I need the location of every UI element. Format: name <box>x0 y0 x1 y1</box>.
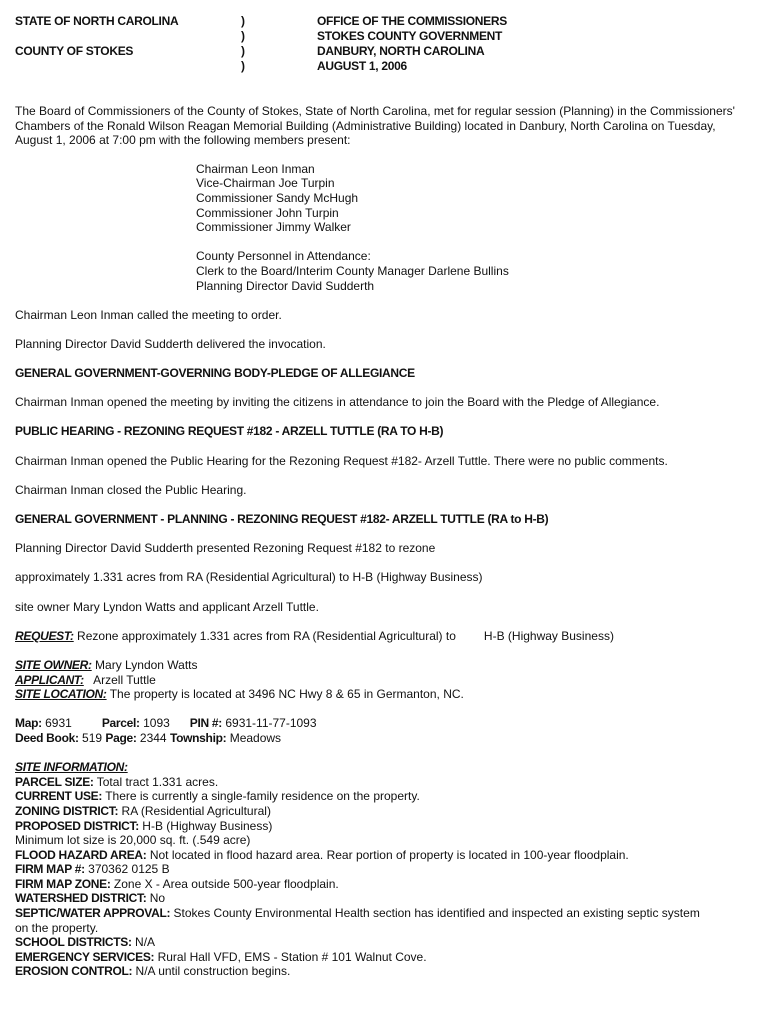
call-to-order: Chairman Leon Inman called the meeting to order. <box>15 307 282 322</box>
info-value: No <box>146 891 166 906</box>
caption-paren: ) <box>241 44 245 58</box>
intro-paragraph: The Board of Commissioners of the County of Stokes, State of North Carolina, met for regular session (Planning) in the Commissioners' Chambers of the Ronald Wilson Reagan Memorial Building (Administrative Building) located in Danbury, North Carolina on Tuesday, August 1, 2006 at 7:00 pm with the following members present: <box>15 104 735 148</box>
location-line: DANBURY, NORTH CAROLINA <box>317 44 485 58</box>
presentation-line: approximately 1.331 acres from RA (Residential Agricultural) to H-B (Highway Business) <box>15 570 483 585</box>
parcel-value: 1093 <box>139 716 170 731</box>
page-label: Page: <box>105 730 137 745</box>
personnel-heading: County Personnel in Attendance: <box>196 249 371 264</box>
info-label: PROPOSED DISTRICT: <box>15 818 139 833</box>
request-target: H-B (Highway Business) <box>483 628 614 643</box>
info-label: FIRM MAP ZONE: <box>15 876 111 891</box>
map-label: Map: <box>15 716 42 731</box>
presentation-line: site owner Mary Lyndon Watts and applicant Arzell Tuttle. <box>15 599 319 614</box>
township-value: Meadows <box>226 730 282 745</box>
info-value: Zone X - Area outside 500-year floodplain. <box>110 876 339 891</box>
site-owner-label: SITE OWNER: <box>15 657 92 672</box>
info-row <box>15 819 755 834</box>
info-row <box>15 862 755 877</box>
site-location-label: SITE LOCATION: <box>15 687 107 702</box>
member-name: Vice-Chairman Joe Turpin <box>196 176 335 191</box>
info-label: WATERSHED DISTRICT: <box>15 891 147 906</box>
document-caption <box>15 14 755 78</box>
attendance-block <box>196 162 755 293</box>
info-value: Rural Hall VFD, EMS - Station # 101 Walnut Cove. <box>154 949 427 964</box>
applicant-value: Arzell Tuttle <box>83 672 156 687</box>
government-line: STOKES COUNTY GOVERNMENT <box>317 29 503 43</box>
info-label: CURRENT USE: <box>15 789 103 804</box>
site-owner-line <box>15 658 755 673</box>
site-information-heading: SITE INFORMATION: <box>15 760 128 775</box>
request-line <box>15 629 755 644</box>
deed-line <box>15 731 755 746</box>
personnel-name: Clerk to the Board/Interim County Manager Darlene Bullins <box>196 263 509 278</box>
section-heading-pledge: GENERAL GOVERNMENT-GOVERNING BODY-PLEDGE OF ALLEGIANCE <box>15 366 415 381</box>
member-name: Commissioner Sandy McHugh <box>196 190 359 205</box>
applicant-label: APPLICANT: <box>15 672 84 687</box>
pin-label: PIN #: <box>189 716 223 731</box>
member-name: Commissioner John Turpin <box>196 205 339 220</box>
info-value: Stokes County Environmental Health section has identified and inspected an existing septic system <box>170 906 700 921</box>
info-value: 370362 0125 B <box>84 862 170 877</box>
deed-value: 519 <box>78 730 106 745</box>
office-line: OFFICE OF THE COMMISSIONERS <box>317 14 507 28</box>
info-label: EMERGENCY SERVICES: <box>15 949 155 964</box>
info-row <box>15 789 755 804</box>
page-value: 2344 <box>136 730 170 745</box>
info-value: Total tract 1.331 acres. <box>93 774 219 789</box>
deed-label: Deed Book: <box>15 730 79 745</box>
county-line: COUNTY OF STOKES <box>15 44 134 58</box>
section-heading-planning: GENERAL GOVERNMENT - PLANNING - REZONING REQUEST #182- ARZELL TUTTLE (RA to H-B) <box>15 512 549 527</box>
applicant-line <box>15 673 755 688</box>
info-value: Not located in flood hazard area. Rear portion of property is located in 100-year floodplain. <box>146 847 629 862</box>
site-location-value: The property is located at 3496 NC Hwy 8 & 65 in Germanton, NC. <box>106 687 464 702</box>
info-label: EROSION CONTROL: <box>15 964 133 979</box>
date-line: AUGUST 1, 2006 <box>317 59 407 73</box>
info-label: PARCEL SIZE: <box>15 774 94 789</box>
info-row <box>15 950 755 965</box>
info-row <box>15 964 755 979</box>
info-row: Minimum lot size is 20,000 sq. ft. (.549 acre) <box>15 833 251 848</box>
info-value: RA (Residential Agricultural) <box>118 803 271 818</box>
member-name: Commissioner Jimmy Walker <box>196 220 351 235</box>
presentation-line: Planning Director David Sudderth presented Rezoning Request #182 to rezone <box>15 541 436 556</box>
site-owner-value: Mary Lyndon Watts <box>91 657 198 672</box>
info-row <box>15 804 755 819</box>
caption-paren: ) <box>241 29 245 43</box>
site-block <box>15 658 755 702</box>
township-label: Township: <box>169 730 227 745</box>
personnel-name: Planning Director David Sudderth <box>196 278 375 293</box>
caption-paren: ) <box>241 59 245 73</box>
info-value: There is currently a single-family residence on the property. <box>102 789 420 804</box>
pledge-paragraph: Chairman Inman opened the meeting by inviting the citizens in attendance to join the Board with the Pledge of Allegiance. <box>15 395 660 410</box>
info-row <box>15 775 755 790</box>
invocation: Planning Director David Sudderth delivered the invocation. <box>15 336 326 351</box>
site-location-line <box>15 687 755 702</box>
hearing-open: Chairman Inman opened the Public Hearing for the Rezoning Request #182- Arzell Tuttle. There were no public comments. <box>15 453 668 468</box>
section-heading-hearing: PUBLIC HEARING - REZONING REQUEST #182 - ARZELL TUTTLE (RA TO H-B) <box>15 424 444 439</box>
pin-value: 6931-11-77-1093 <box>222 716 317 731</box>
member-name: Chairman Leon Inman <box>196 161 315 176</box>
request-text: Rezone approximately 1.331 acres from RA (Residential Agricultural) to <box>73 628 456 643</box>
info-row <box>15 877 755 892</box>
request-label: REQUEST: <box>15 628 74 643</box>
info-value: N/A until construction begins. <box>132 964 291 979</box>
map-value: 6931 <box>41 716 72 731</box>
info-label: ZONING DISTRICT: <box>15 803 119 818</box>
info-value: H-B (Highway Business) <box>138 818 273 833</box>
info-row: on the property. <box>15 920 99 935</box>
hearing-close: Chairman Inman closed the Public Hearing. <box>15 482 247 497</box>
info-label: SEPTIC/WATER APPROVAL: <box>15 906 171 921</box>
parcel-line <box>15 716 755 731</box>
parcel-block <box>15 716 755 745</box>
info-label: FLOOD HAZARD AREA: <box>15 847 147 862</box>
info-row <box>15 906 755 921</box>
site-information-block <box>15 760 755 979</box>
state-line: STATE OF NORTH CAROLINA <box>15 14 179 28</box>
document-page <box>15 14 755 979</box>
info-row <box>15 935 755 950</box>
info-row <box>15 848 755 863</box>
info-label: FIRM MAP #: <box>15 862 85 877</box>
info-value: N/A <box>131 935 156 950</box>
info-row <box>15 891 755 906</box>
caption-paren: ) <box>241 14 245 28</box>
parcel-label: Parcel: <box>101 716 140 731</box>
info-label: SCHOOL DISTRICTS: <box>15 935 132 950</box>
